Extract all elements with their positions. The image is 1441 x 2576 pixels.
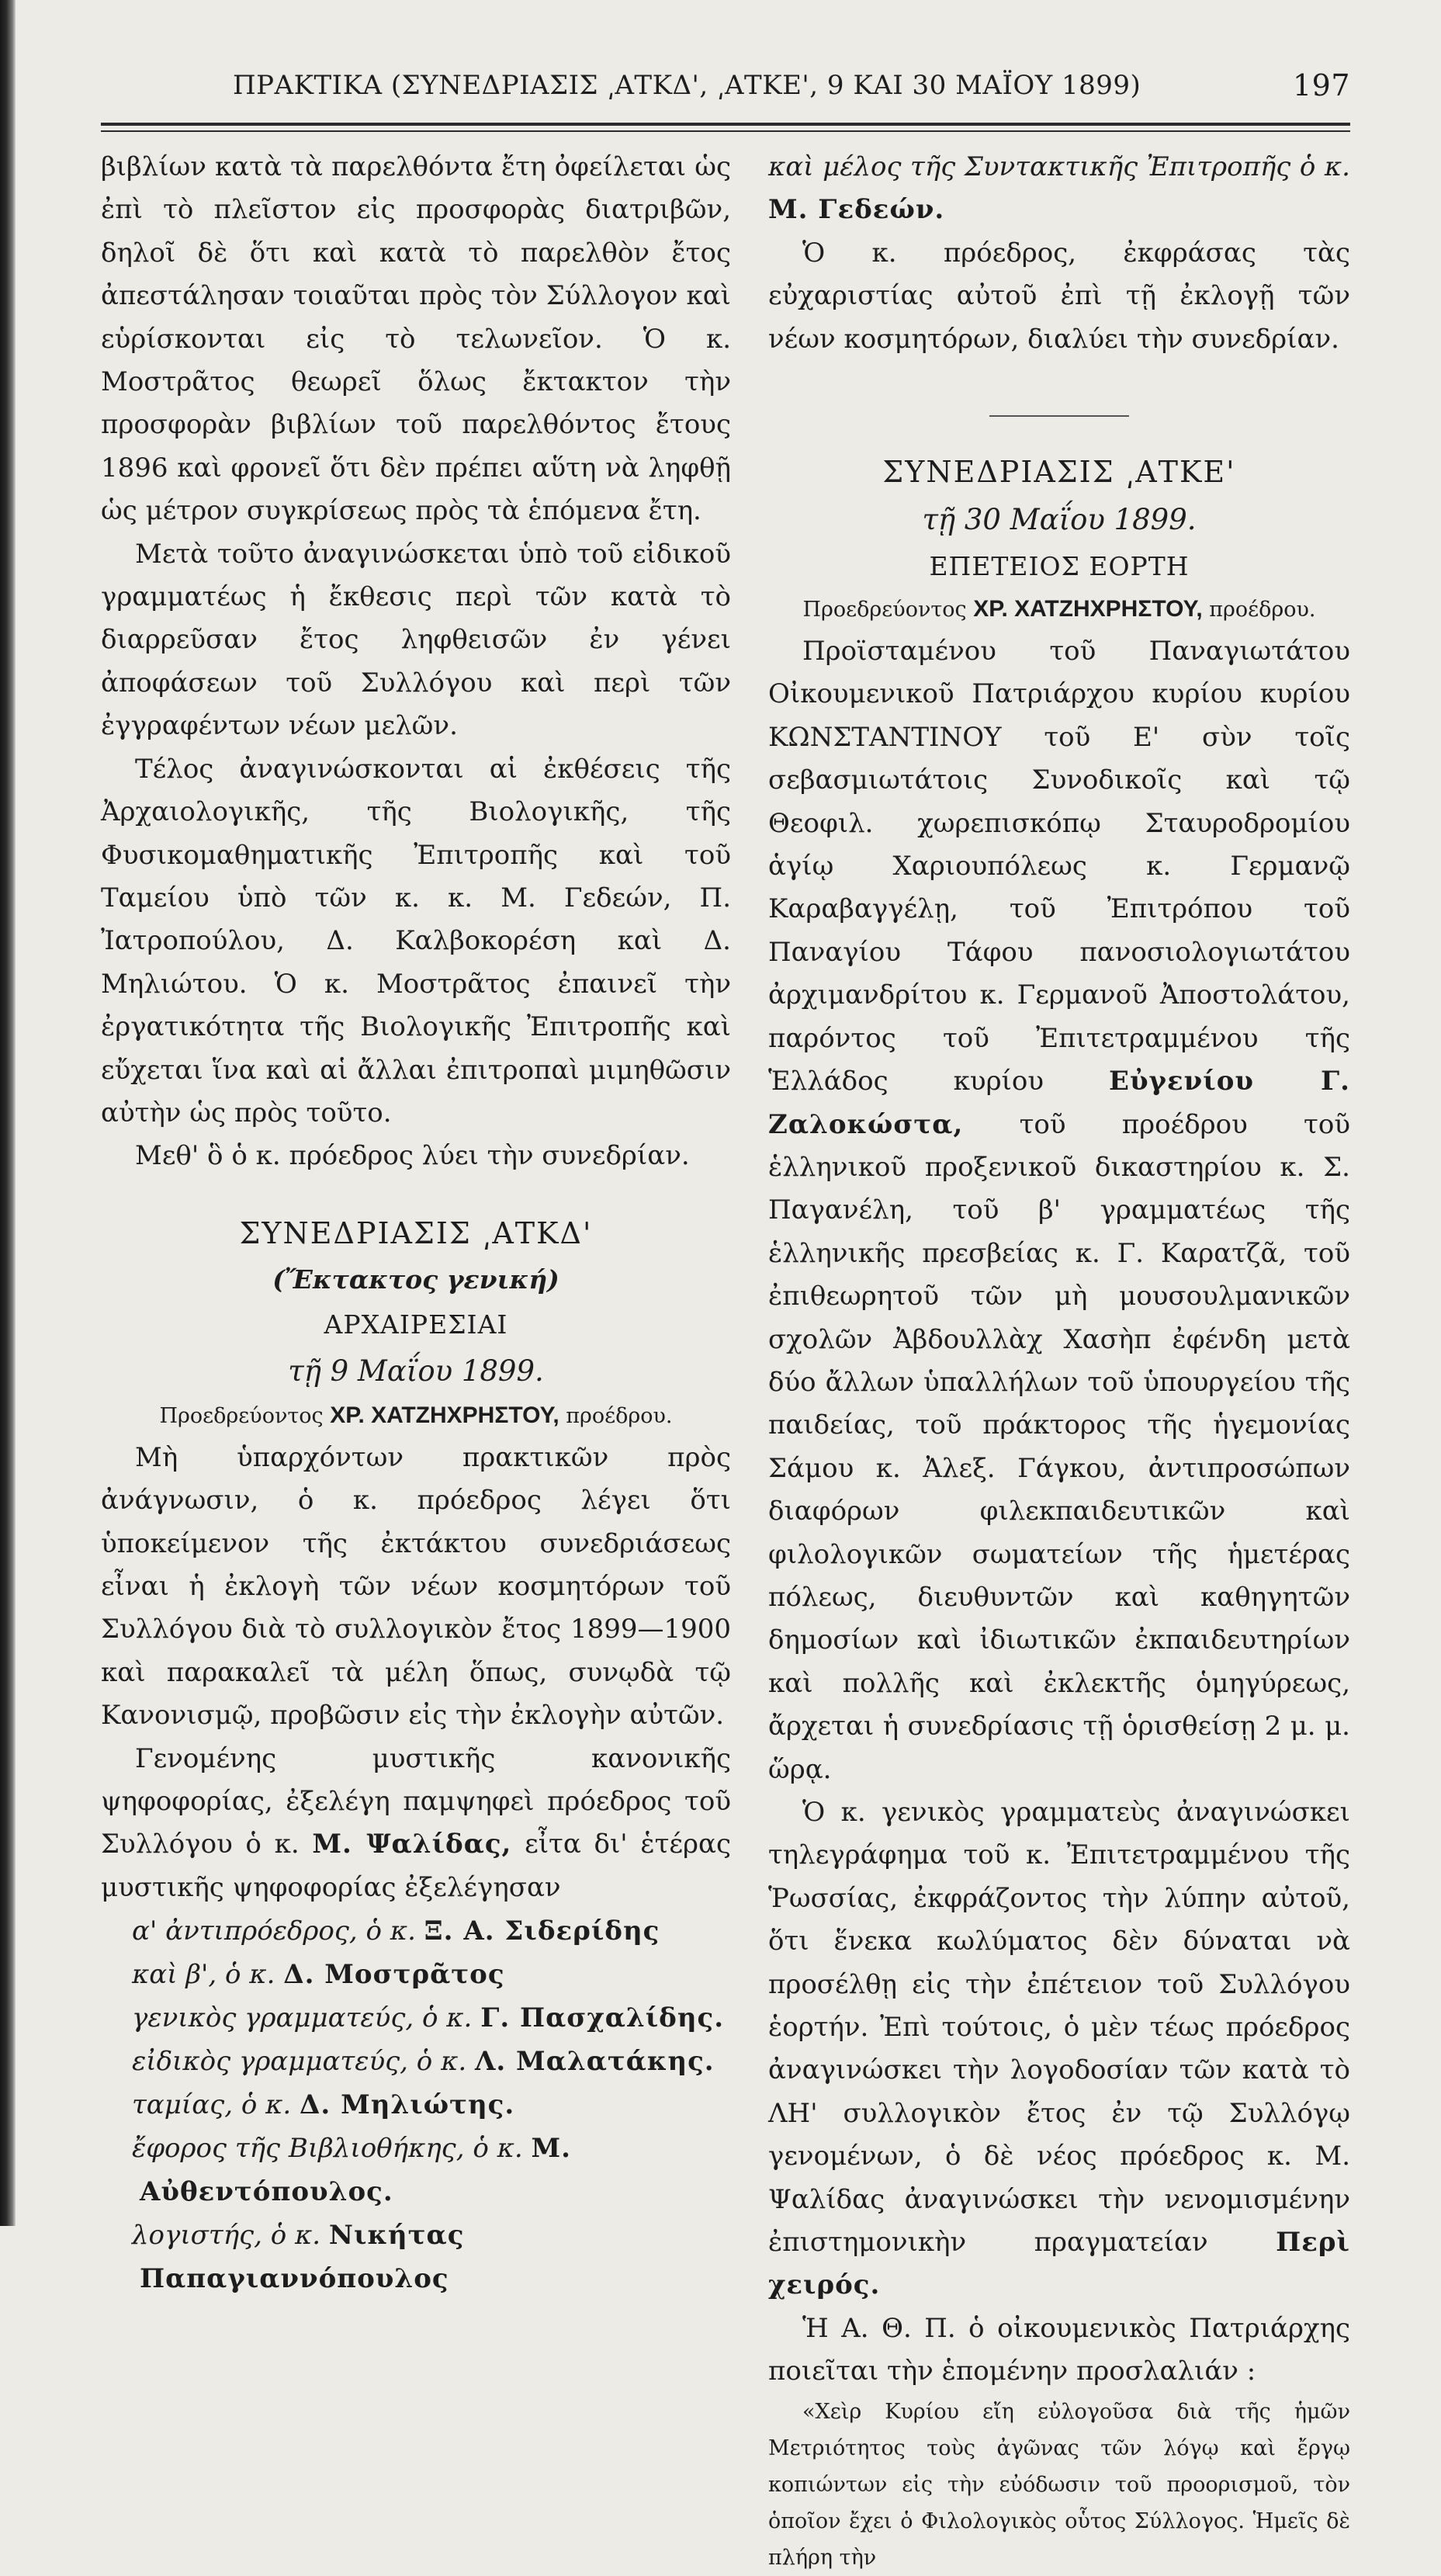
right-column [768, 146, 1350, 2576]
book-spine-shadow [0, 0, 16, 2226]
paragraph [768, 146, 1350, 232]
paragraph: Μὴ ὑπαρχόντων πρακτικῶν πρὸς ἀνάγνωσιν, ὁ κ. πρόεδρος λέγει ὅτι ὑποκείμενον τῆς ἐκτάκτου συνεδριάσεως εἶναι ἡ ἐκλογὴ τῶν νέων κοσμητόρων τοῦ Συλλόγου διὰ τὸ συλλογικὸν ἔτος 1899—1900 καὶ παρακαλεῖ τὰ μέλη ὅπως, συνῳδὰ τῷ Κανονισμῷ, προβῶσιν εἰς τὴν ἐκλογὴν αὐτῶν. [101, 1441, 731, 1732]
session-subject: ΑΡΧΑΙΡΕΣΙΑΙ [324, 1309, 508, 1340]
paragraph: Τέλος ἀναγινώσκονται αἱ ἐκθέσεις τῆς Ἀρχαιολογικῆς, τῆς Βιολογικῆς, τῆς Φυσικομαθηματικῆς Ἐπιτροπῆς καὶ τοῦ Ταμείου ὑπὸ τῶν κ. κ. Μ. Γεδεών, Π. Ἰατροπούλου, Δ. Καλβοκορέση καὶ Δ. Μηλιώτου. Ὁ κ. Μοστρᾶτος ἐπαινεῖ τὴν ἐργατικότητα τῆς Βιολογικῆς Ἐπιτροπῆς καὶ εὔχεται ἵνα καὶ αἱ ἄλλαι ἐπιτροπαὶ μιμηθῶσιν αὐτὴν ὡς πρὸς τοῦτο. [101, 753, 731, 1129]
officer-name: Λ. Μαλατάκης. [475, 2046, 715, 2078]
session-heading: ΣΥΝΕΔΡΙΑΣΙΣ ͵ΑΤΚΕ' [882, 455, 1236, 490]
officer-role: ταμίας, ὁ κ. [132, 2089, 292, 2121]
paragraph-text: Ὁ κ. γενικὸς γραμματεὺς ἀναγινώσκει τηλεγράφημα τοῦ κ. Ἐπιτετραμμένου τῆς Ῥωσσίας, ἐκφράζοντος τὴν λύπην αὐτοῦ, ὅτι ἕνεκα κωλύματος δὲν δύναται νὰ προσέλθῃ εἰς τὴν ἐπέτειον τοῦ Συλλόγου ἑορτήν. Ἐπὶ τούτοις, ὁ μὲν τέως πρόεδρος ἀναγινώσκει τὴν λογοδοσίαν τῶν κατὰ τὸ ΛΗ' συλλογικὸν ἔτος ἐν τῷ Συλλόγῳ γενομένων, ὁ δὲ νέος πρόεδρος κ. Μ. Ψαλίδας ἀναγινώσκει τὴν νενομισμένην ἐπιστημονικὴν πραγματείαν [768, 1797, 1350, 2259]
header-rule-thin [101, 130, 1350, 132]
page-header [101, 61, 1350, 115]
presiding-line [101, 1395, 731, 1437]
lecture-title: Περὶ χειρός. [768, 2227, 1350, 2301]
person-name: Μ. Ψαλίδας, [312, 1829, 512, 1860]
paragraph: βιβλίων κατὰ τὰ παρελθόντα ἔτη ὀφείλεται ὡς ἐπὶ τὸ πλεῖστον εἰς προσφορὰς διατριβῶν, δηλοῖ δὲ ὅτι καὶ κατὰ τὸ παρελθὸν ἔτος ἀπεστάλησαν τοιαῦται πρὸς τὸν Σύλλογον καὶ εὑρίσκονται εἰς τὸ τελωνεῖον. Ὁ κ. Μοστρᾶτος θεωρεῖ ὅλως ἔκτακτον τὴν προσφορὰν βιβλίων τοῦ παρελθόντος ἔτους 1896 καὶ φρονεῖ ὅτι δὲν πρέπει αὕτη νὰ ληφθῇ ὡς μέτρον συγκρίσεως πρὸς τὰ ἑπόμενα ἔτη. [101, 151, 731, 527]
officer-role: καὶ β', ὁ κ. [132, 1959, 275, 1991]
paragraph: Μεθ' ὃ ὁ κ. πρόεδρος λύει τὴν συνεδρίαν. [135, 1140, 690, 1172]
paragraph-text: τοῦ προέδρου τοῦ ἑλληνικοῦ προξενικοῦ δικαστηρίου κ. Σ. Παγανέλη, τοῦ β' γραμματέως τῆς ἑλληνικῆς πρεσβείας κ. Γ. Καρατζᾶ, τοῦ ἐπιθεωρητοῦ τῶν μὴ μουσουλμανικῶν σχολῶν Ἀβδουλλὰχ Χασὴπ ἐφένδη μετὰ δύο ἄλλων ὑπαλλήλων τοῦ ὑπουργείου τῆς παιδείας, τοῦ πράκτορος τῆς ἡγεμονίας Σάμου κ. Ἀλεξ. Γάγκου, ἀντιπροσώπων διαφόρων φιλεκπαιδευτικῶν καὶ φιλολογικῶν σωματείων τῆς ἡμετέρας πόλεως, διευθυντῶν καὶ καθηγητῶν δημοσίων καὶ ἰδιωτικῶν ἐκπαιδευτηρίων καὶ πολλῆς καὶ ἐκλεκτῆς ὁμηγύρεως, ἄρχεται ἡ συνεδρίασις τῇ ὁρισθείσῃ 2 μ. μ. ὥρᾳ. [768, 1108, 1351, 1785]
presiding-prefix: Προεδρεύοντος [159, 1403, 324, 1428]
officer-name: Ξ. Α. Σιδερίδης [424, 1916, 660, 1947]
paragraph: Μετὰ τοῦτο ἀναγινώσκεται ὑπὸ τοῦ εἰδικοῦ γραμματέως ἡ ἔκθεσις περὶ τῶν κατὰ τὸ διαρρεῦσαν ἔτος ληφθεισῶν ἐν γένει ἀποφάσεων τοῦ Συλλόγου καὶ περὶ τῶν ἐγγραφέντων νέων μελῶν. [101, 538, 731, 742]
officer-name: Νικήτας Παπαγιαννόπουλος [140, 2220, 465, 2295]
officer-name: Γ. Πασχαλίδης. [480, 2002, 725, 2034]
quoted-address: «Χεὶρ Κυρίου εἴη εὐλογοῦσα διὰ τῆς ἡμῶν Μετριότητος τοὺς ἀγῶνας τῶν λόγῳ καὶ ἔργῳ κοπιώντων εἰς τὴν εὐόδωσιν τοῦ προορισμοῦ, τὸν ὁποῖον ἔχει ὁ Φιλολογικὸς οὗτος Σύλλογος. Ἡμεῖς δὲ πλήρη τὴν [768, 2399, 1350, 2570]
paragraph-text: Προϊσταμένου τοῦ Παναγιωτάτου Οἰκουμενικοῦ Πατριάρχου κυρίου κυρίου ΚΩΝΣΤΑΝΤΙΝΟΥ τοῦ Ε' σὺν τοῖς σεβασμιωτάτοις Συνοδικοῖς καὶ τῷ Θεοφιλ. χωρεπισκόπῳ Σταυροδρομίου ἁγίῳ Χαριουπόλεως κ. Γερμανῷ Καραβαγγέλῃ, τοῦ Ἐπιτρόπου τοῦ Παναγίου Τάφου πανοσιολογιωτάτου ἀρχιμανδρίτου κ. Γερμανοῦ Ἀποστολάτου, παρόντος τοῦ Ἐπιτετραμμένου τῆς Ἑλλάδος κυρίου [768, 636, 1350, 1097]
person-name: Εὐγενίου Γ. Ζαλοκώστα, [768, 1066, 1350, 1140]
officer-entry [101, 1909, 731, 1953]
presiding-name: ΧΡ. ΧΑΤΖΗΧΡΗΣΤΟΥ, [973, 596, 1203, 622]
paragraph [768, 1791, 1350, 2307]
presiding-name: ΧΡ. ΧΑΤΖΗΧΡΗΣΤΟΥ, [330, 1402, 559, 1428]
left-column [101, 146, 731, 2300]
person-name: Μ. Γεδεών. [768, 194, 945, 226]
presiding-suffix: προέδρου. [566, 1403, 673, 1428]
paragraph: Ἡ Α. Θ. Π. ὁ οἰκουμενικὸς Πατριάρχης ποιεῖται τὴν ἑπομένην προσλαλιάν : [768, 2312, 1350, 2387]
session-date: τῇ 9 Μαΐου 1899. [288, 1354, 544, 1388]
officer-name: Μ. Αὐθεντόπουλος. [140, 2133, 572, 2208]
session-subject: ΕΠΕΤΕΙΟΣ ΕΟΡΤΗ [929, 551, 1190, 582]
officer-entry [101, 2040, 731, 2083]
presiding-line [768, 589, 1350, 630]
session-date: τῇ 30 Μαΐου 1899. [922, 503, 1197, 537]
paragraph-text: εἶτα δι' ἑτέρας μυστικῆς ψηφοφορίας ἐξελέγησαν [101, 1829, 731, 1903]
paragraph-text: καὶ μέλος τῆς Συντακτικῆς Ἐπιτροπῆς ὁ κ. [768, 151, 1350, 182]
session-heading: ΣΥΝΕΔΡΙΑΣΙΣ ͵ΑΤΚΔ' [239, 1215, 593, 1250]
paragraph [101, 1738, 731, 1910]
presiding-suffix: προέδρου. [1209, 598, 1316, 622]
paragraph: Ὁ κ. πρόεδρος, ἐκφράσας τὰς εὐχαριστίας αὐτοῦ ἐπὶ τῇ ἐκλογῇ τῶν νέων κοσμητόρων, διαλύει τὴν συνεδρίαν. [768, 237, 1350, 355]
officer-name: Δ. Μοστρᾶτος [283, 1959, 505, 1991]
officer-name: Δ. Μηλιώτης. [300, 2089, 515, 2121]
officer-entry [101, 1953, 731, 1996]
officer-entry [101, 2214, 731, 2300]
header-rule-thick [101, 123, 1350, 126]
officer-role: εἰδικὸς γραμματεύς, ὁ κ. [132, 2046, 467, 2078]
officer-role: λογιστής, ὁ κ. [132, 2220, 321, 2252]
document-page [101, 61, 1351, 2570]
officer-entry [101, 2083, 731, 2127]
session-type: (Ἔκτακτος γενική) [272, 1264, 559, 1295]
officer-role: α' ἀντιπρόεδρος, ὁ κ. [132, 1916, 416, 1947]
paragraph-text: Γενομένης μυστικῆς κανονικῆς ψηφοφορίας, ἐξελέγη παμψηφεὶ πρόεδρος τοῦ Συλλόγου ὁ κ. [101, 1742, 731, 1860]
page-number: 197 [1292, 68, 1350, 102]
officers-list [101, 1909, 731, 2300]
officer-role: γενικὸς γραμματεύς, ὁ κ. [132, 2002, 473, 2034]
paragraph [768, 630, 1350, 1791]
running-title: ΠΡΑΚΤΙΚΑ (ΣΥΝΕΔΡΙΑΣΙΣ ͵ΑΤΚΔ', ͵ΑΤΚΕ', 9 ΚΑΙ 30 ΜΑΪΟΥ 1899) [233, 70, 1141, 101]
presiding-prefix: Προεδρεύοντος [802, 598, 967, 622]
officer-role: ἔφορος τῆς Βιβλιοθήκης, ὁ κ. [132, 2133, 523, 2165]
officer-entry [101, 1996, 731, 2040]
officer-entry [101, 2127, 731, 2214]
